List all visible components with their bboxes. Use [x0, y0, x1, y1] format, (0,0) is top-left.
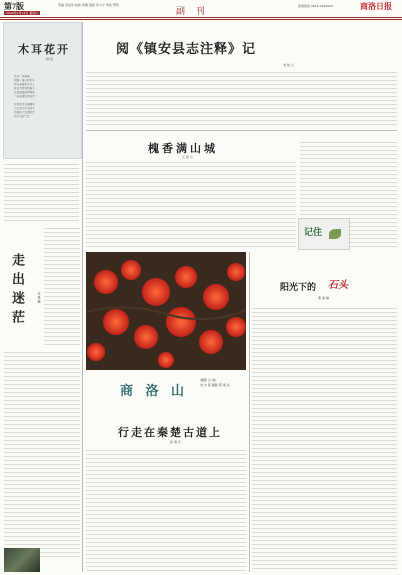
article-body [86, 448, 246, 572]
article-title-zhenan: 阅《镇安县志注释》记 [116, 42, 257, 57]
poem-line: 在那温柔的呼唤里 [14, 91, 35, 94]
photo-caption: (摄影 白 鸽) 刘 志 超 摄影 郭 康 远 [200, 378, 230, 387]
article-author-zouchu: 张 晨 曦 [37, 292, 41, 303]
article-author-zhenan: 刘 柏 兰 [283, 63, 294, 67]
poem-line: 去接住天空的阳光 [14, 111, 35, 114]
poem-line: 村庄在木耳里醒来 [14, 103, 35, 106]
article-author-huaixiang: 王 蕊 兰 [182, 155, 193, 159]
poem-line: 听远方传来的春天 [14, 87, 35, 90]
article-title-huaixiang: 槐香满山城 [148, 142, 218, 155]
article-author-yangguang: 曹 丽 琳 [318, 296, 329, 300]
poem-line: 北风一场春雨 [14, 75, 30, 78]
masthead-logo: 商洛日报 [360, 2, 392, 11]
bottom-left-photo [4, 548, 40, 572]
article-title-art: 石头 [328, 280, 348, 291]
poem-line: 它们张开小小的手 [14, 107, 35, 110]
poem-body [14, 75, 74, 119]
poem-line: 把耳朵贴在木头上 [14, 83, 35, 86]
poem-author: 韩 昌 [46, 57, 53, 61]
article-title-xingzou: 行走在秦楚古道上 [118, 426, 222, 439]
poem-line: 吹醒了南山的木耳 [14, 79, 35, 82]
photo-title: 商 洛 山 [120, 384, 189, 399]
article-body [86, 70, 397, 126]
poem-line: 和大山的气息 [14, 115, 30, 118]
header-hotline: 新闻热线 0914-2322003 [298, 4, 333, 8]
poem-line: 一朵朵黑色的花开了 [14, 95, 38, 98]
page-label: 第7版 [4, 2, 24, 11]
poem-panel [3, 22, 82, 159]
poem-title: 木耳花开 [18, 43, 70, 56]
flower-photo [86, 252, 246, 370]
article-title-yangguang: 阳光下的 [280, 283, 317, 293]
column-badge-text: 记住 [304, 228, 323, 238]
leaf-icon [329, 229, 341, 239]
column-badge [298, 218, 350, 250]
header-date: 2020年3月14日 星期六 [6, 11, 39, 15]
photo-frame [86, 252, 246, 370]
header-editors: 责编 李延华 校验 刘刚 组版 李小宁 审读 罗阳 [58, 3, 119, 7]
left-text-block [4, 350, 80, 560]
article-body [252, 306, 397, 572]
article-author-xingzou: 孙 春 芳 [170, 440, 181, 444]
section-title: 副 刊 [176, 7, 209, 17]
article-title-zouchu: 走出迷茫 [9, 253, 24, 329]
left-text-block [44, 226, 80, 346]
article-body [86, 160, 296, 250]
left-text-block [4, 162, 79, 222]
